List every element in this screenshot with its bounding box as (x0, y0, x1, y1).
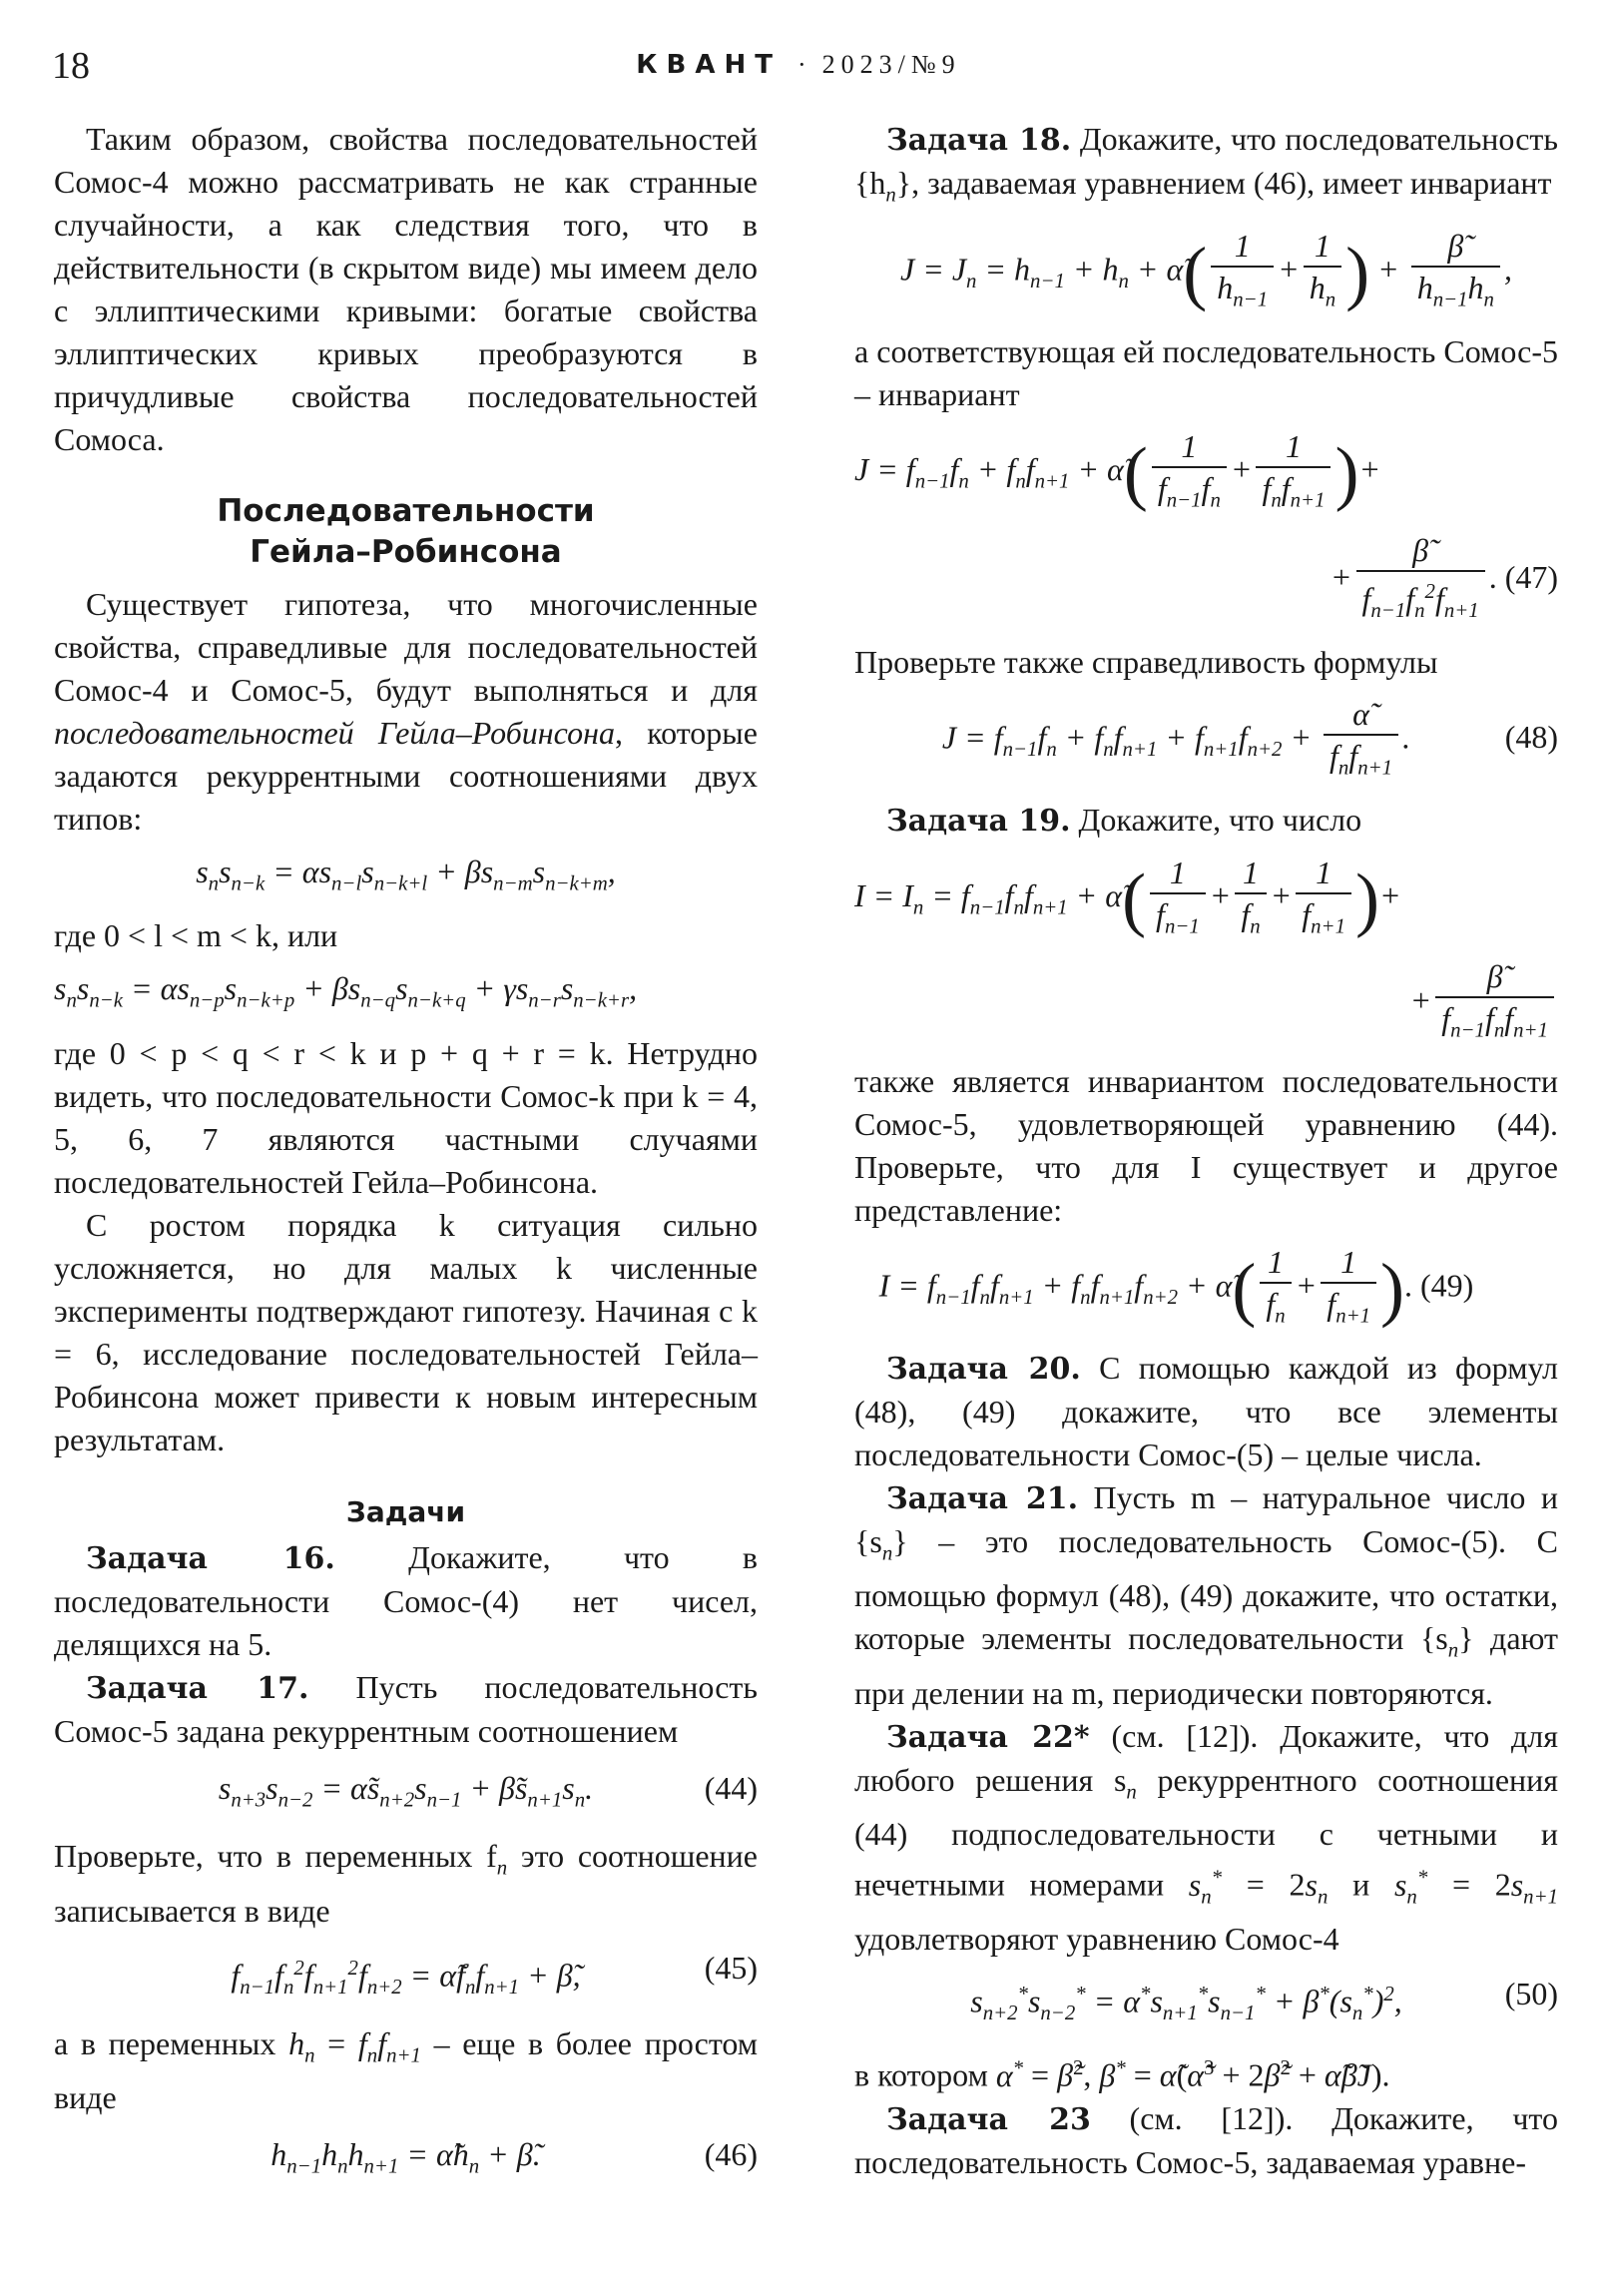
task-17-text-2: Проверьте, что в переменных $f_n$ это соотношение записывается в виде (54, 1838, 759, 1929)
condition-2: где 0 < p < q < r < k и p + q + r = k. Нетрудно видеть, что последовательности Сомос-k при k = 4, 5, 6, 7 являются частными случаями последовательностей Гейла–Робинсона. (54, 1034, 758, 1200)
gale-robinson-paragraph-2: С ростом порядка k ситуация сильно усложняется, но для малых k численные эксперименты подтверждают гипотезу. Начиная с k = 6, исследование последовательностей Гейла–Робинсона может привести к новым интересным результатам. (54, 1206, 758, 1457)
right-column (854, 118, 1558, 2184)
invariant-I: $I = I_n = f_{n-1}f_nf_{n+1}$ + α̃( $\frac{1}{f_{n-1}}$ + $\frac{1}{f_n}$ + $\frac{1}{f_{n+1}}$ )+ (854, 854, 1401, 939)
intro-paragraph: Таким образом, свойства последовательностей Сомос-4 можно рассматривать не как странные случайности, а как следствия того, что в действительности (в скрытом виде) мы имеем дело с эллиптическими кривыми: богатые свойства эллиптических кривых преобразуются в причудливые свойства последовательностей Сомоса. (54, 121, 758, 457)
section-heading: Последовательности Гейла–Робинсона (217, 493, 595, 570)
invariant-J-h: $J = J_n = h_{n-1} + h_n$ + α̃( $\frac{1}{h_{n-1}}$ + $\frac{1}{h_n}$ ) + $\frac{\betã}{h_{n-1}h_n}$ , (900, 228, 1512, 313)
task-21: Задача 21. Пусть m – натуральное число и $\{s_n\}$ – это последовательность Сомос-(5). С помощью формул (48), (49) докажите, что остатки, которые элементы последовательности $\{s_n\}$ дают при делении на m, периодически повторяются. (854, 1478, 1559, 1711)
recurrence-type-1: $s_ns_{n-k} = \alpha s_{n-l}s_{n-k+l} + \beta s_{n-m}s_{n-k+m}$, (196, 854, 616, 895)
check-formula-48: Проверьте также справедливость формулы (854, 644, 1438, 681)
equation-45: $f_{n-1}f_n^2f_{n+1}^2f_{n+2}$ = $\alphãf_nf_{n+1}$ + β̃, (45) (231, 1949, 758, 1999)
recurrence-type-2: $s_ns_{n-k} = \alpha s_{n-p}s_{n-k+p} + \beta s_{n-q}s_{n-k+q} + \gamma s_{n-r}s_{n-k+r}$, (54, 970, 638, 1012)
task-17: Задача 17. Пусть последовательность Сомос-5 задана рекуррентным соотношением (54, 1668, 759, 1749)
equation-47: + $\frac{\betã}{f_{n-1}f_n^2f_{n+1}}$ . (47) (1330, 532, 1558, 623)
task-20: Задача 20. С помощью каждой из формул (48), (49) докажите, что все элементы последовательности Сомос-(5) – целые числа. (854, 1349, 1558, 1472)
equation-49: $I = f_{n-1}f_nf_{n+1} + f_nf_{n+1}f_{n+2}$ + α̃( $\frac{1}{f_n}$ + $\frac{1}{f_{n+1}}$ ). (49) (878, 1244, 1474, 1330)
issue-number: 2023/№9 (821, 50, 961, 79)
equation-48: $J = f_{n-1}f_n + f_nf_{n+1} + f_{n+1}f_{n+2}$ + $\frac{\alphã}{f_nf_{n+1}}$ . (48) (941, 696, 1558, 780)
equation-46: $h_{n-1}h_nh_{n+1}$ = $\alphãh_n$ + β̃. (46) (270, 2136, 758, 2178)
task-22: Задача 22* (см. [12]). Докажите, что для любого решения $s_n$ рекуррентного соотношения (44) подпоследовательности с четными и нечетными номерами $s_n^* = 2s_n$ и $s_n^* = 2s_{n+1}$ удовлетворяют уравнению Сомос-4 (854, 1717, 1559, 1957)
task-17-text-3: а в переменных $h_n = f_nf_{n+1}$ – еще в более простом виде (54, 2024, 759, 2115)
running-header (0, 50, 1597, 80)
task-22-text-d: в котором α* = β̃$^2$, β* = α̃(α̃$^3$ + 2β̃$^2$ + α̃β̃J). (854, 2056, 1390, 2093)
equation-44: $s_{n+3}s_{n-2}$ = $\alphãs_{n+2}s_{n-1}$ + $\betãs_{n+1}s_n$. (44) (218, 1769, 758, 1812)
invariant-I-tail: + $\frac{\betã}{f_{n-1}f_nf_{n+1}}$ (854, 956, 1558, 1050)
task-23: Задача 23 (см. [12]). Докажите, что последовательность Сомос-5, задаваемая уравне- (854, 2099, 1558, 2180)
header-separator: · (797, 50, 806, 79)
left-column (54, 118, 758, 2201)
task-19: Задача 19. Докажите, что число (886, 801, 1362, 839)
magazine-title: КВАНТ (636, 50, 782, 80)
task-16: Задача 16. Докажите, что в последовательности Сомос-(4) нет чисел, делящихся на 5. (54, 1538, 759, 1662)
gale-robinson-paragraph: Существует гипотеза, что многочисленные свойства, справедливые для последовательностей Сомос-4 и Сомос-5, будут выполняться и для последовательностей Гейла–Робинсона, которые задаются рекуррентными соотношениями двух типов: (54, 586, 759, 837)
equation-50: $s_{n+2}^*s_{n-2}^* = \alpha^*s_{n+1}^*s_{n-1}^* + \beta^*(s_n^*)^2$, (50) (970, 1976, 1558, 2025)
page-number: 18 (52, 45, 90, 87)
task-18-text-2: а соответствующая ей последовательность Сомос-5 – инвариант (854, 332, 1558, 412)
condition-1: где 0 < l < m < k, или (54, 917, 338, 954)
task-18: Задача 18. Докажите, что последовательность $\{h_n\}$, задаваемая уравнением (46), имеет инвариант (854, 121, 1559, 207)
task-19-text-2: также является инвариантом последовательности Сомос-5, удовлетворяющей уравнению (44). Проверьте, что для I существует и другое представление: (854, 1063, 1558, 1229)
invariant-J-f: $J = f_{n-1}f_n + f_nf_{n+1}$ + α̃( $\frac{1}{f_{n-1}f_n}$ + $\frac{1}{f_nf_{n+1}}$ )+ (854, 427, 1381, 513)
tasks-heading: Задачи (345, 1494, 466, 1528)
